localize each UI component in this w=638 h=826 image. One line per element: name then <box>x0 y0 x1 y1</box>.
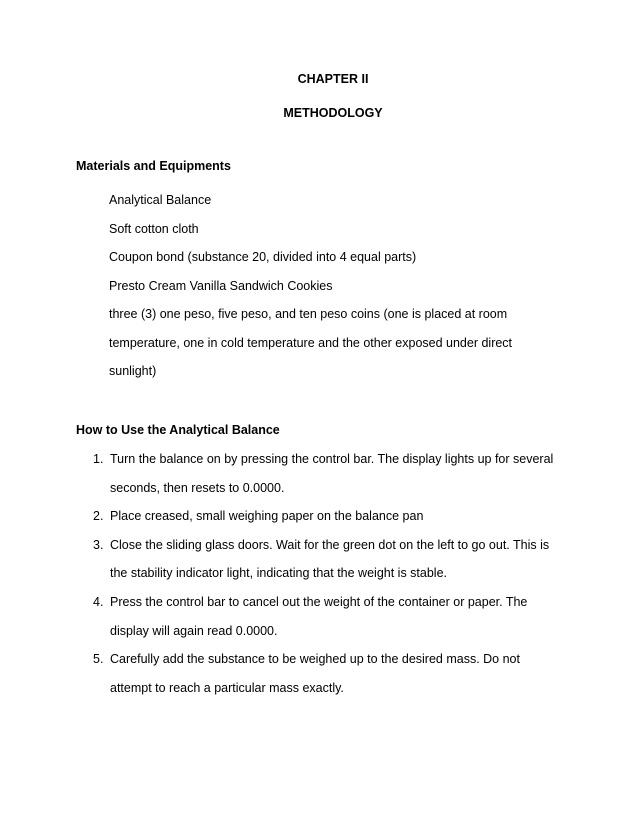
step-text: attempt to reach a particular mass exactly. <box>110 681 344 695</box>
step-text: display will again read 0.0000. <box>110 624 278 638</box>
step-text: seconds, then resets to 0.0000. <box>110 481 285 495</box>
chapter-heading: CHAPTER II <box>297 72 369 86</box>
balance-heading: How to Use the Analytical Balance <box>76 423 280 437</box>
step-number: 4. <box>93 595 104 609</box>
step-text: Press the control bar to cancel out the weight of the container or paper. The <box>110 595 528 609</box>
step-text: Close the sliding glass doors. Wait for the green dot on the left to go out. This is <box>110 538 550 552</box>
materials-item: temperature, one in cold temperature and the other exposed under direct <box>109 336 513 350</box>
step-number: 2. <box>93 509 104 523</box>
materials-item: three (3) one peso, five peso, and ten peso coins (one is placed at room <box>109 307 508 321</box>
materials-item: Soft cotton cloth <box>109 222 199 236</box>
step-text: Carefully add the substance to be weighed up to the desired mass. Do not <box>110 652 520 666</box>
materials-item: sunlight) <box>109 364 157 378</box>
step-text: Place creased, small weighing paper on the balance pan <box>110 509 424 523</box>
materials-item: Analytical Balance <box>109 193 212 207</box>
materials-heading: Materials and Equipments <box>76 159 231 173</box>
methodology-heading: METHODOLOGY <box>283 106 383 120</box>
materials-item: Presto Cream Vanilla Sandwich Cookies <box>109 279 333 293</box>
step-number: 3. <box>93 538 104 552</box>
step-number: 1. <box>93 452 104 466</box>
step-number: 5. <box>93 652 104 666</box>
step-text: Turn the balance on by pressing the control bar. The display lights up for several <box>110 452 554 466</box>
step-text: the stability indicator light, indicating that the weight is stable. <box>110 566 447 580</box>
materials-item: Coupon bond (substance 20, divided into 4 equal parts) <box>109 250 417 264</box>
